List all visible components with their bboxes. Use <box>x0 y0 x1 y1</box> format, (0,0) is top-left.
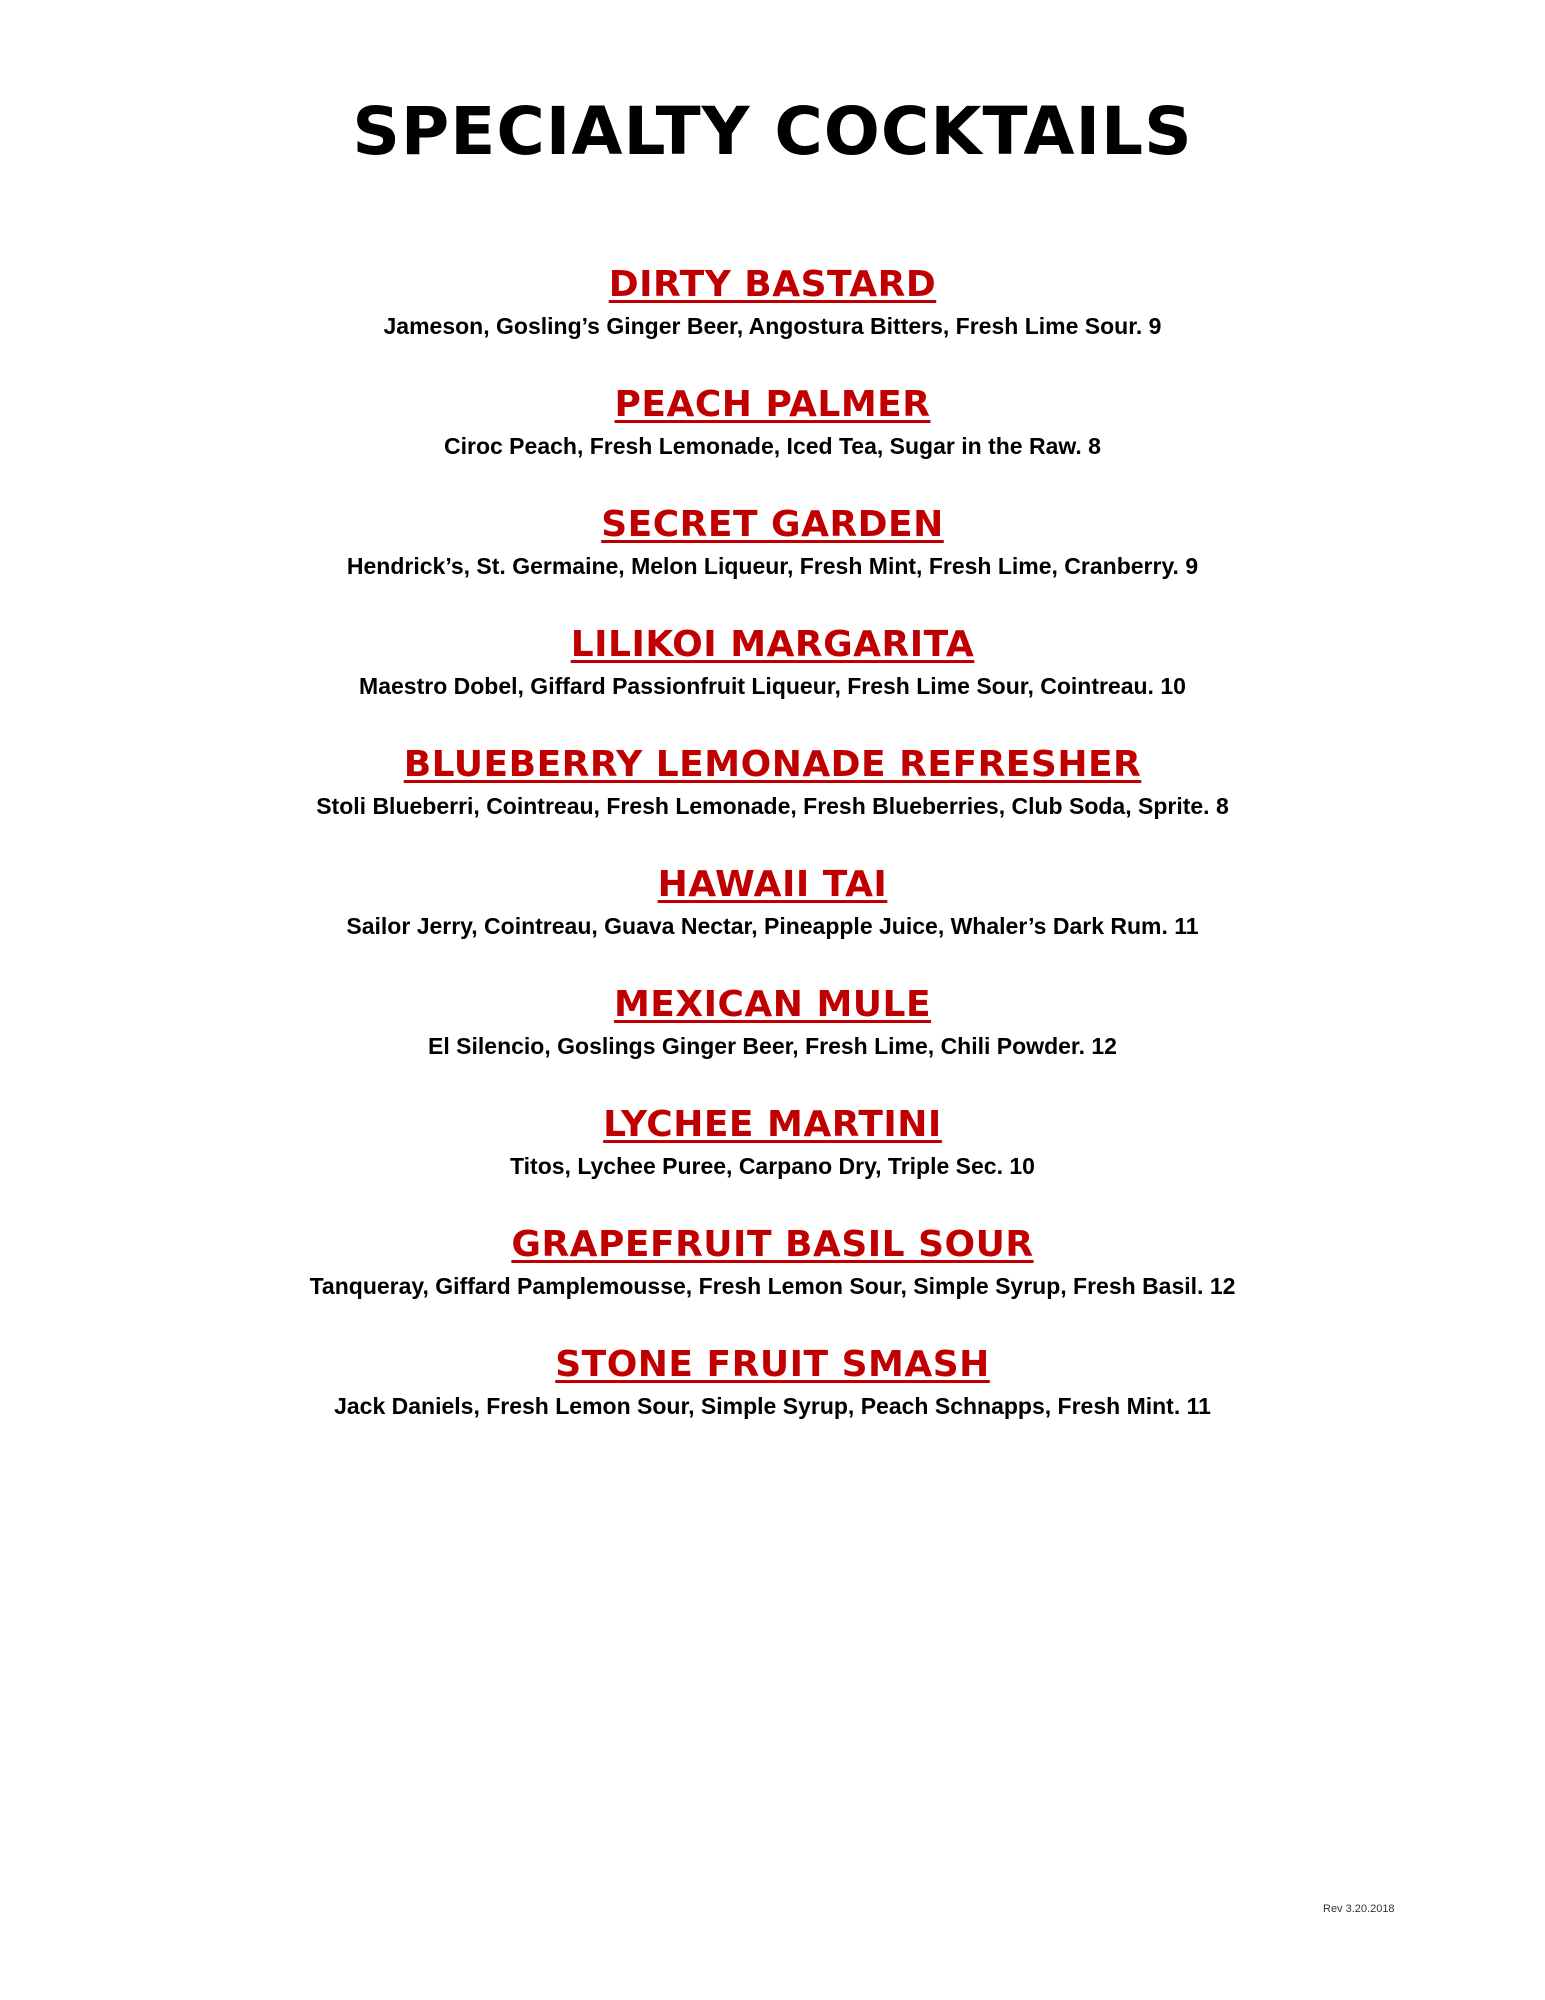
cocktail-name: PEACH PALMER <box>614 384 931 425</box>
revision-note: Rev 3.20.2018 <box>1323 1903 1395 1915</box>
cocktail-description: Jameson, Gosling’s Ginger Beer, Angostura Bitters, Fresh Lime Sour. 9 <box>383 313 1162 339</box>
cocktail-item <box>0 1343 1545 1463</box>
cocktail-item <box>0 263 1545 383</box>
cocktail-description: Hendrick’s, St. Germaine, Melon Liqueur, Fresh Mint, Fresh Lime, Cranberry. 9 <box>346 553 1199 579</box>
cocktail-name: BLUEBERRY LEMONADE REFRESHER <box>403 744 1142 785</box>
cocktail-name: LILIKOI MARGARITA <box>570 624 975 665</box>
cocktail-item <box>0 743 1545 863</box>
cocktail-description: Sailor Jerry, Cointreau, Guava Nectar, Pineapple Juice, Whaler’s Dark Rum. 11 <box>346 913 1199 939</box>
cocktail-item <box>0 983 1545 1103</box>
cocktail-name: LYCHEE MARTINI <box>603 1104 942 1145</box>
cocktail-description: Ciroc Peach, Fresh Lemonade, Iced Tea, Sugar in the Raw. 8 <box>444 433 1101 459</box>
cocktail-description: Maestro Dobel, Giffard Passionfruit Liqueur, Fresh Lime Sour, Cointreau. 10 <box>359 673 1186 699</box>
cocktail-item <box>0 1103 1545 1223</box>
cocktail-description: El Silencio, Goslings Ginger Beer, Fresh Lime, Chili Powder. 12 <box>428 1033 1117 1059</box>
menu-title: SPECIALTY COCKTAILS <box>352 93 1193 170</box>
cocktail-name: MEXICAN MULE <box>613 984 932 1025</box>
cocktail-item <box>0 863 1545 983</box>
cocktail-name: GRAPEFRUIT BASIL SOUR <box>511 1224 1034 1265</box>
cocktail-item <box>0 383 1545 503</box>
cocktail-item <box>0 1223 1545 1343</box>
cocktail-description: Stoli Blueberri, Cointreau, Fresh Lemonade, Fresh Blueberries, Club Soda, Sprite. 8 <box>316 793 1229 819</box>
cocktail-name: DIRTY BASTARD <box>608 264 937 305</box>
cocktail-item <box>0 503 1545 623</box>
cocktail-name: STONE FRUIT SMASH <box>555 1344 990 1385</box>
cocktail-list <box>0 263 1545 1463</box>
cocktail-name: SECRET GARDEN <box>601 504 944 545</box>
cocktail-name: HAWAII TAI <box>657 864 888 905</box>
cocktail-description: Jack Daniels, Fresh Lemon Sour, Simple Syrup, Peach Schnapps, Fresh Mint. 11 <box>334 1393 1211 1419</box>
cocktail-item <box>0 623 1545 743</box>
cocktail-description: Titos, Lychee Puree, Carpano Dry, Triple Sec. 10 <box>510 1153 1035 1179</box>
cocktail-description: Tanqueray, Giffard Pamplemousse, Fresh Lemon Sour, Simple Syrup, Fresh Basil. 12 <box>309 1273 1236 1299</box>
